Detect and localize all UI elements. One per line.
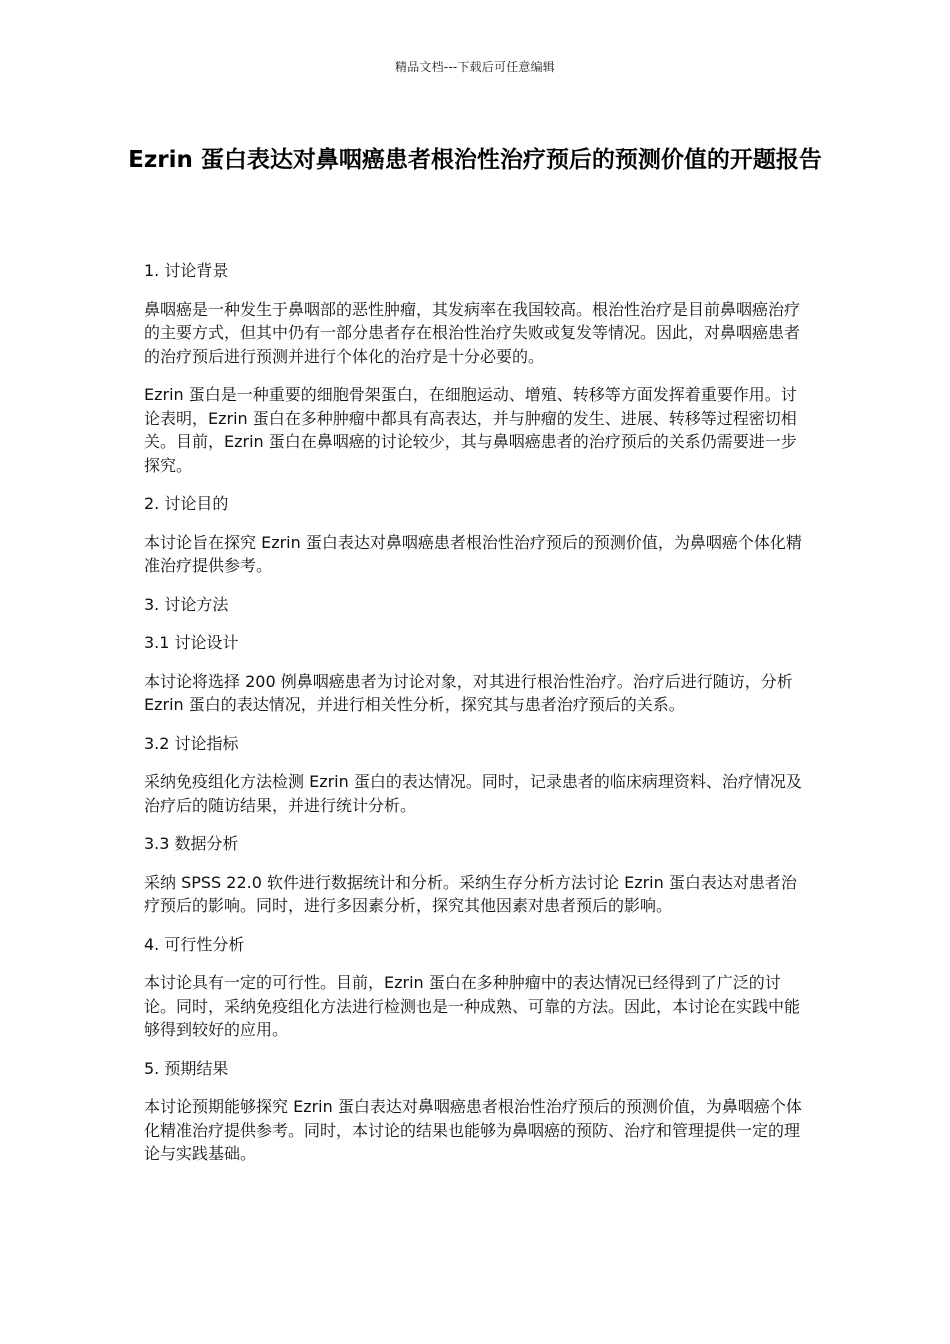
header-note: 精品文档---下载后可任意编辑 [395, 60, 555, 74]
paragraph-indicators: 采纳免疫组化方法检测 Ezrin 蛋白的表达情况。同时，记录患者的临床病理资料、治疗情况及治疗后的随访结果，并进行统计分析。 [144, 772, 802, 815]
paragraph-design: 本讨论将选择 200 例鼻咽癌患者为讨论对象，对其进行根治性治疗。治疗后进行随访，分析 Ezrin 蛋白的表达情况，并进行相关性分析，探究其与患者治疗预后的关系。 [144, 671, 793, 714]
section-heading-expected-results: 5. 预期结果 [144, 1058, 229, 1078]
subsection-heading-design: 3.1 讨论设计 [144, 633, 239, 652]
subsection-heading-indicators: 3.2 讨论指标 [144, 733, 239, 753]
paragraph-background-2: Ezrin 蛋白是一种重要的细胞骨架蛋白，在细胞运动、增殖、转移等方面发挥着重要作用。讨论表明，Ezrin 蛋白在多种肿瘤中都具有高表达，并与肿瘤的发生、进展、转移等过程密切相关。目前，Ezrin 蛋白在鼻咽癌的讨论较少，其与鼻咽癌患者的治疗预后的关系仍需要进一步探究。 [144, 385, 797, 475]
subsection-heading-data-analysis: 3.3 数据分析 [144, 834, 239, 853]
paragraph-background-1: 鼻咽癌是一种发生于鼻咽部的恶性肿瘤，其发病率在我国较高。根治性治疗是目前鼻咽癌治疗的主要方式，但其中仍有一部分患者存在根治性治疗失败或复发等情况。因此，对鼻咽癌患者的治疗预后进行预测并进行个体化的治疗是十分必要的。 [144, 299, 801, 366]
document-body [144, 259, 809, 1181]
paragraph-expected-results: 本讨论预期能够探究 Ezrin 蛋白表达对鼻咽癌患者根治性治疗预后的预测价值，为鼻咽癌个体化精准治疗提供参考。同时，本讨论的结果也能够为鼻咽癌的预防、治疗和管理提供一定的理论与实践基础。 [144, 1097, 802, 1163]
section-heading-purpose: 2. 讨论目的 [144, 494, 229, 513]
paragraph-data-analysis: 采纳 SPSS 22.0 软件进行数据统计和分析。采纳生存分析方法讨论 Ezrin 蛋白表达对患者治疗预后的影响。同时，进行多因素分析，探究其他因素对患者预后的影响。 [144, 872, 797, 915]
paragraph-purpose: 本讨论旨在探究 Ezrin 蛋白表达对鼻咽癌患者根治性治疗预后的预测价值，为鼻咽癌个体化精准治疗提供参考。 [144, 532, 802, 575]
section-heading-methods: 3. 讨论方法 [144, 594, 229, 614]
section-heading-background: 1. 讨论背景 [144, 261, 229, 280]
section-heading-feasibility: 4. 可行性分析 [144, 934, 245, 954]
document-title: Ezrin 蛋白表达对鼻咽癌患者根治性治疗预后的预测价值的开题报告 [128, 147, 822, 173]
paragraph-feasibility: 本讨论具有一定的可行性。目前，Ezrin 蛋白在多种肿瘤中的表达情况已经得到了广泛的讨论。同时，采纳免疫组化方法进行检测也是一种成熟、可靠的方法。因此，本讨论在实践中能够得到较好的应用。 [144, 973, 801, 1039]
